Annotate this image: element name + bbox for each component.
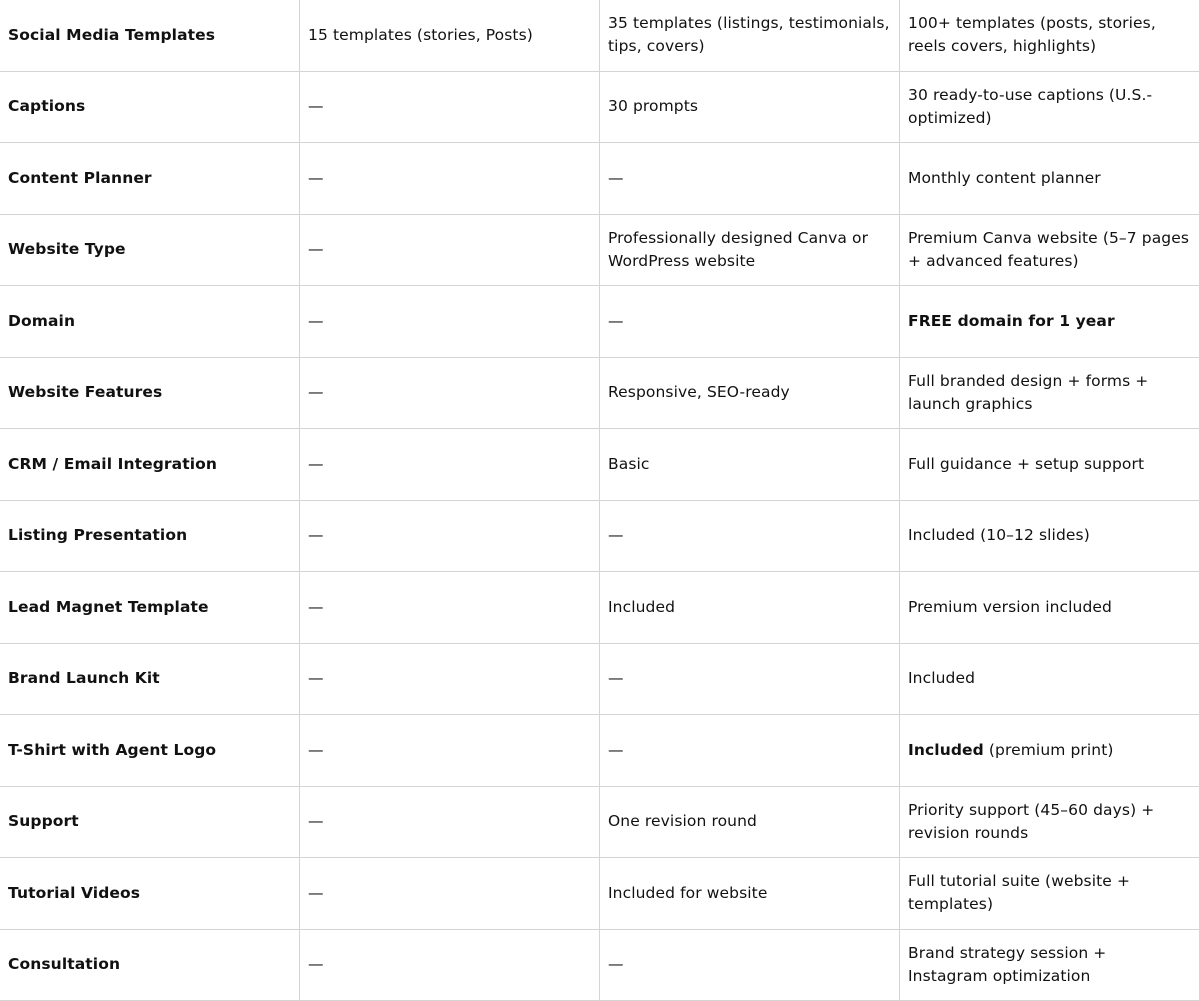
tier2-cell [600, 572, 900, 644]
tier3-value: Full tutorial suite (website + templates) [908, 872, 1130, 913]
tier1-cell [300, 215, 600, 287]
tier3-value: Included (10–12 slides) [908, 526, 1090, 544]
tier3-value: 100+ templates (posts, stories, reels covers, highlights) [908, 14, 1156, 55]
tier3-text [908, 799, 1191, 845]
tier2-cell [600, 715, 900, 787]
feature-label: Website Type [8, 238, 126, 261]
tier1-cell [300, 858, 600, 930]
tier3-text [908, 942, 1191, 988]
tier3-text [908, 667, 975, 690]
feature-label: CRM / Email Integration [8, 453, 217, 476]
feature-label: Lead Magnet Template [8, 596, 209, 619]
tier2-value: Basic [608, 453, 650, 476]
feature-label: Website Features [8, 381, 162, 404]
tier3-cell [900, 0, 1200, 72]
tier1-value: — [308, 238, 324, 261]
tier3-text [908, 167, 1101, 190]
tier1-value: — [308, 381, 324, 404]
tier1-value: — [308, 167, 324, 190]
tier3-value: 30 ready-to-use captions (U.S.-optimized) [908, 86, 1152, 127]
tier3-value: Monthly content planner [908, 169, 1101, 187]
tier1-cell [300, 572, 600, 644]
feature-label: Content Planner [8, 167, 152, 190]
tier2-value: 30 prompts [608, 95, 698, 118]
feature-label: Listing Presentation [8, 524, 187, 547]
feature-label: Domain [8, 310, 75, 333]
tier2-value: Professionally designed Canva or WordPress website [608, 227, 891, 273]
tier3-cell [900, 858, 1200, 930]
feature-label: Brand Launch Kit [8, 667, 160, 690]
tier2-cell [600, 286, 900, 358]
feature-cell [0, 715, 300, 787]
tier2-value: — [608, 739, 624, 762]
tier1-cell [300, 143, 600, 215]
tier1-value: — [308, 810, 324, 833]
tier2-cell [600, 143, 900, 215]
feature-label: Tutorial Videos [8, 882, 140, 905]
tier3-text [908, 870, 1191, 916]
tier3-cell [900, 787, 1200, 859]
tier3-text [908, 310, 1115, 333]
tier1-cell [300, 715, 600, 787]
tier2-cell [600, 358, 900, 430]
tier2-value: 35 templates (listings, testimonials, tips, covers) [608, 12, 891, 58]
tier3-text [908, 453, 1144, 476]
tier1-cell [300, 0, 600, 72]
tier3-cell [900, 572, 1200, 644]
tier3-text [908, 227, 1191, 273]
tier2-cell [600, 501, 900, 573]
tier2-cell [600, 930, 900, 1001]
tier1-cell [300, 644, 600, 716]
tier3-cell [900, 72, 1200, 144]
tier3-cell [900, 429, 1200, 501]
feature-cell [0, 930, 300, 1001]
feature-cell [0, 429, 300, 501]
tier3-value: Priority support (45–60 days) + revision rounds [908, 801, 1154, 842]
feature-cell [0, 644, 300, 716]
tier2-cell [600, 787, 900, 859]
tier1-cell [300, 72, 600, 144]
feature-label: Support [8, 810, 79, 833]
tier2-value: — [608, 953, 624, 976]
tier3-cell [900, 215, 1200, 287]
tier1-value: — [308, 739, 324, 762]
tier3-cell [900, 143, 1200, 215]
feature-cell [0, 143, 300, 215]
feature-cell [0, 286, 300, 358]
feature-cell [0, 501, 300, 573]
tier3-text [908, 524, 1090, 547]
tier2-value: Responsive, SEO-ready [608, 381, 790, 404]
tier3-value: Premium Canva website (5–7 pages + advanced features) [908, 229, 1189, 270]
feature-cell [0, 358, 300, 430]
tier1-cell [300, 358, 600, 430]
tier1-value: — [308, 524, 324, 547]
tier2-value: Included for website [608, 882, 767, 905]
tier3-text [908, 739, 1114, 762]
tier3-cell [900, 501, 1200, 573]
tier3-cell [900, 644, 1200, 716]
feature-cell [0, 72, 300, 144]
tier1-value: — [308, 453, 324, 476]
tier3-value: Full branded design + forms + launch graphics [908, 372, 1148, 413]
tier3-cell [900, 930, 1200, 1001]
tier3-value: Included [908, 669, 975, 687]
feature-label: Social Media Templates [8, 24, 215, 47]
tier1-cell [300, 501, 600, 573]
feature-label: T-Shirt with Agent Logo [8, 739, 216, 762]
tier2-value: — [608, 524, 624, 547]
tier3-cell [900, 715, 1200, 787]
tier1-value: — [308, 882, 324, 905]
tier3-text [908, 596, 1112, 619]
tier3-value: (premium print) [984, 741, 1114, 759]
tier2-cell [600, 644, 900, 716]
tier1-value: — [308, 667, 324, 690]
tier3-cell [900, 358, 1200, 430]
tier2-value: — [608, 167, 624, 190]
tier2-cell [600, 215, 900, 287]
tier2-value: — [608, 667, 624, 690]
tier2-cell [600, 72, 900, 144]
tier3-text [908, 84, 1191, 130]
tier3-value: Premium version included [908, 598, 1112, 616]
tier3-text [908, 12, 1191, 58]
tier2-value: — [608, 310, 624, 333]
tier1-value: — [308, 95, 324, 118]
tier3-value: Full guidance + setup support [908, 455, 1144, 473]
tier1-cell [300, 286, 600, 358]
tier3-bold-value: FREE domain for 1 year [908, 312, 1115, 330]
tier1-value: — [308, 953, 324, 976]
feature-cell [0, 572, 300, 644]
tier2-value: One revision round [608, 810, 757, 833]
tier3-text [908, 370, 1191, 416]
feature-label: Consultation [8, 953, 120, 976]
feature-cell [0, 787, 300, 859]
tier2-cell [600, 858, 900, 930]
tier1-cell [300, 429, 600, 501]
tier1-cell [300, 930, 600, 1001]
tier2-cell [600, 429, 900, 501]
feature-cell [0, 215, 300, 287]
tier1-value: — [308, 310, 324, 333]
tier2-value: Included [608, 596, 675, 619]
tier1-cell [300, 787, 600, 859]
feature-cell [0, 0, 300, 72]
tier3-bold-value: Included [908, 741, 984, 759]
tier3-cell [900, 286, 1200, 358]
tier2-cell [600, 0, 900, 72]
tier3-value: Brand strategy session + Instagram optimization [908, 944, 1106, 985]
feature-cell [0, 858, 300, 930]
feature-label: Captions [8, 95, 85, 118]
tier1-value: — [308, 596, 324, 619]
tier1-value: 15 templates (stories, Posts) [308, 24, 533, 47]
